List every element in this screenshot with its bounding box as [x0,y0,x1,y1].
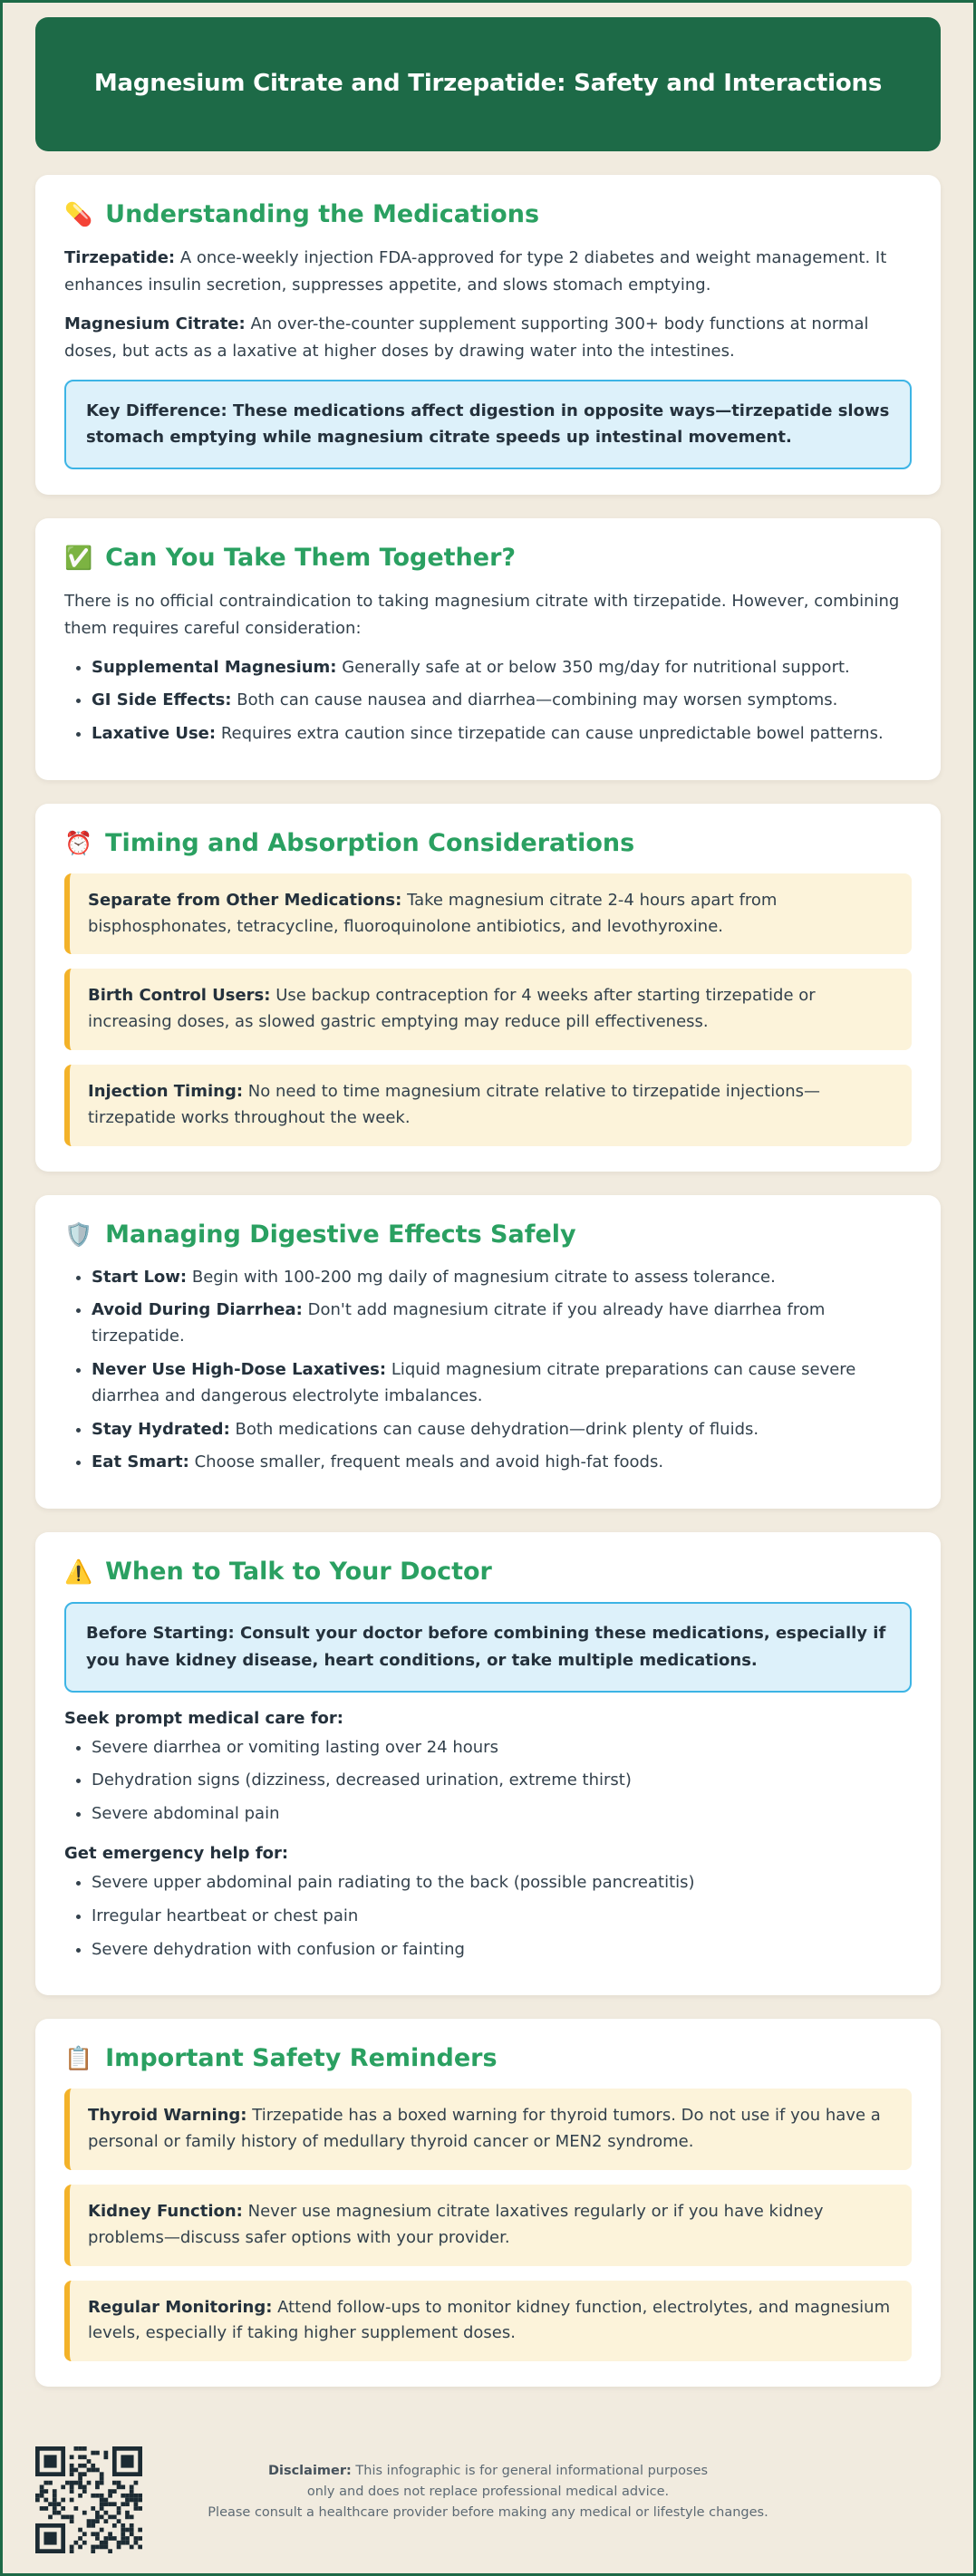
together-bullet-list [64,655,912,748]
item-text: Generally safe at or below 350 mg/day for nutritional support. [342,657,850,677]
item-label: Eat Smart: [92,1452,189,1472]
callout-label: Injection Timing: [88,1082,244,1102]
callout-text: Never use magnesium citrate laxatives regularly or if you have kidney problems—discuss safer options with your provider. [88,2202,824,2247]
card-take-together [35,518,941,780]
section-title-text: Important Safety Reminders [105,2044,498,2073]
pill-icon: 💊 [64,201,93,227]
item-text: Don't add magnesium citrate if you already have diarrhea from tirzepatide. [92,1300,826,1346]
callout-label: Thyroid Warning: [88,2106,247,2126]
item-text: Begin with 100-200 mg daily of magnesium citrate to assess tolerance. [191,1267,776,1287]
paragraph-label: Tirzepatide: [64,248,176,267]
card-talk-to-doctor [35,1532,941,1995]
disclaimer-text [35,2437,941,2524]
callout-text: These medications affect digestion in opposite ways—tirzepatide slows stomach emptying while magnesium citrate speeds up intestinal movement. [86,400,890,448]
list-item: • Severe upper abdominal pain radiating to the back (possible pancreatitis) [92,1870,912,1896]
page-header [35,17,941,151]
callout-text: No need to time magnesium citrate relative to tirzepatide injections—tirzepatide works throughout the week. [88,1082,821,1127]
item-text: Both can cause nausea and diarrhea—combining may worsen symptoms. [237,690,838,710]
emergency-help-list [64,1870,912,1963]
item-label: GI Side Effects: [92,690,232,710]
item-label: Supplemental Magnesium: [92,657,337,677]
item-label: Never Use High-Dose Laxatives: [92,1360,387,1380]
reminder-callout-thyroid [64,2089,912,2170]
list-item [92,1450,912,1476]
callout-text: Take magnesium citrate 2-4 hours apart from bisphosphonates, tetracycline, fluoroquinolone antibiotics, and levothyroxine. [88,890,778,936]
list-item [92,688,912,714]
disclaimer-line-1: This infographic is for general informational purposes [355,2464,709,2478]
list-item: • Severe abdominal pain [92,1801,912,1828]
list-item: • Severe diarrhea or vomiting lasting over 24 hours [92,1735,912,1761]
digestive-bullet-list [64,1265,912,1477]
item-label: Avoid During Diarrhea: [92,1300,303,1320]
list-item [92,655,912,681]
section-title-text: Understanding the Medications [105,200,540,228]
callout-label: Before Starting: [86,1624,235,1644]
emergency-help-heading: Get emergency help for: [64,1844,289,1864]
paragraph-magnesium-citrate [64,311,912,364]
shield-icon: 🛡️ [64,1220,93,1248]
item-text: Both medications can cause dehydration—drink plenty of fluids. [235,1419,759,1439]
item-label: Start Low: [92,1267,188,1287]
paragraph-text: A once-weekly injection FDA-approved for type 2 diabetes and weight management. It enhances insulin secretion, suppresses appetite, and slows stomach emptying. [64,248,887,294]
clipboard-icon: 📋 [64,2045,93,2072]
card-understanding-medications [35,175,941,495]
list-item: • Dehydration signs (dizziness, decreased urination, extreme thirst) [92,1768,912,1794]
timing-callout-birth-control [64,969,912,1050]
key-difference-callout [64,380,912,469]
timing-callout-injection-timing [64,1065,912,1146]
disclaimer-label: Disclaimer: [267,2464,352,2478]
paragraph-text: An over-the-counter supplement supporting 300+ body functions at normal doses, but acts as a laxative at higher doses by drawing water into the intestines. [64,314,869,362]
item-text: Requires extra caution since tirzepatide can cause unpredictable bowel patterns. [220,724,884,744]
page-footer [35,2437,941,2553]
section-title-together [64,544,912,572]
item-text: Liquid magnesium citrate preparations can cause severe diarrhea and dangerous electrolyte imbalances. [92,1360,856,1405]
timing-callout-separate-medications [64,873,912,955]
section-title-digestive [64,1220,912,1249]
section-title-understanding [64,200,912,228]
disclaimer-line-2: only and does not replace professional medical advice. [306,2484,670,2500]
callout-text: Attend follow-ups to monitor kidney function, electrolytes, and magnesium levels, especially if taking higher supplement doses. [88,2297,891,2343]
section-title-text: Timing and Absorption Considerations [105,828,635,857]
callout-text: Consult your doctor before combining these medications, especially if you have kidney disease, heart conditions, or take multiple medications. [86,1624,886,1670]
section-title-text: Can You Take Them Together? [105,544,517,573]
intro-text: There is no official contraindication to taking magnesium citrate with tirzepatide. However, combining them requires careful consideration: [64,592,900,638]
callout-label: Key Difference: [86,400,227,420]
card-timing-absorption [35,804,941,1172]
callout-label: Regular Monitoring: [88,2297,273,2317]
qr-code [35,2446,142,2553]
item-text: Choose smaller, frequent meals and avoid high-fat foods. [194,1452,664,1472]
list-item [92,1298,912,1350]
warning-icon: ⚠️ [64,1558,93,1586]
section-title-text: When to Talk to Your Doctor [105,1558,492,1587]
prompt-care-list [64,1735,912,1828]
section-title-doctor [64,1558,912,1586]
before-starting-callout [64,1602,912,1692]
list-item [92,1417,912,1443]
section-title-reminders [64,2044,912,2072]
item-label: Laxative Use: [92,724,217,744]
item-label: Stay Hydrated: [92,1419,230,1439]
reminder-callout-monitoring [64,2281,912,2362]
alarm-clock-icon: ⏰ [64,829,93,856]
callout-label: Birth Control Users: [88,986,271,1006]
page-title: Magnesium Citrate and Tirzepatide: Safety and Interactions [93,70,883,98]
card-safety-reminders [35,2019,941,2387]
section-title-timing [64,829,912,857]
list-item: • Irregular heartbeat or chest pain [92,1904,912,1930]
callout-label: Kidney Function: [88,2202,243,2221]
prompt-care-heading: Seek prompt medical care for: [64,1708,343,1728]
reminder-callout-kidney [64,2185,912,2266]
list-item [92,1265,912,1291]
list-item [92,721,912,748]
list-item: • Severe dehydration with confusion or fainting [92,1937,912,1963]
list-item [92,1357,912,1410]
callout-label: Separate from Other Medications: [88,890,402,910]
paragraph-tirzepatide [64,245,912,298]
section-title-text: Managing Digestive Effects Safely [105,1220,576,1249]
disclaimer-line-3: Please consult a healthcare provider before making any medical or lifestyle changes. [208,2505,768,2521]
card-digestive-effects [35,1195,941,1510]
callout-text: Use backup contraception for 4 weeks after starting tirzepatide or increasing doses, as slowed gastric emptying may reduce pill effectiveness. [88,986,816,1032]
check-icon: ✅ [64,545,93,572]
paragraph-label: Magnesium Citrate: [64,314,246,334]
callout-text: Tirzepatide has a boxed warning for thyroid tumors. Do not use if you have a personal or family history of medullary thyroid cancer or MEN2 syndrome. [88,2106,881,2152]
